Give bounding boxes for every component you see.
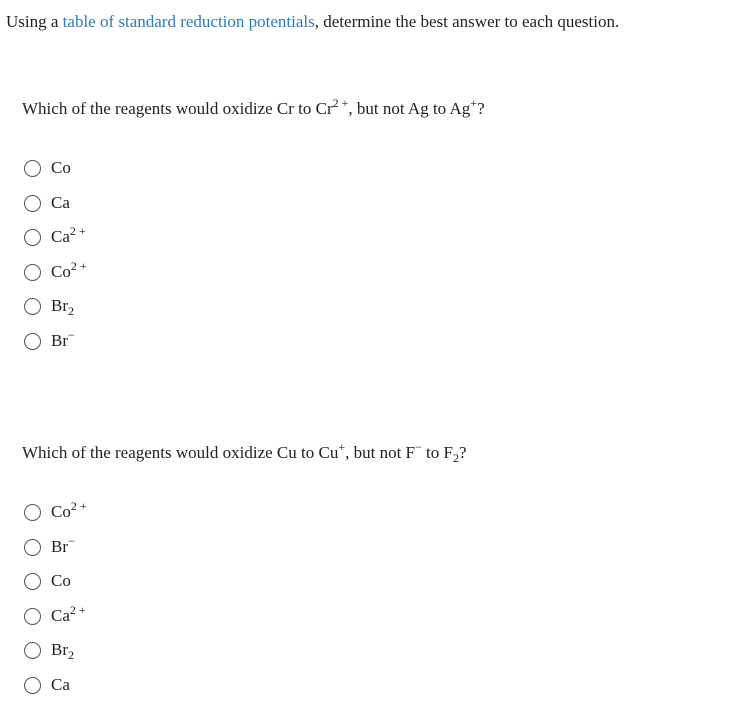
prompt-text: Which of the reagents would oxidize Cr to Cr bbox=[22, 99, 333, 118]
radio-circle-icon[interactable] bbox=[24, 539, 41, 556]
option-label: Ca bbox=[51, 674, 70, 694]
option-label: $Br_2$ bbox=[51, 640, 74, 662]
option-radio-item[interactable] bbox=[24, 258, 87, 296]
option-radio-item[interactable] bbox=[24, 501, 87, 536]
radio-circle-icon[interactable] bbox=[24, 642, 41, 659]
option-label: $Ca^{2 +}$ bbox=[51, 224, 86, 246]
prompt-superscript: 2 + bbox=[332, 96, 349, 110]
option-label: Ca bbox=[51, 192, 70, 212]
option-radio-item[interactable] bbox=[24, 295, 87, 330]
radio-circle-icon[interactable] bbox=[24, 229, 41, 246]
prompt-superscript: − bbox=[415, 440, 422, 454]
prompt-text: ? bbox=[477, 99, 485, 118]
radio-circle-icon[interactable] bbox=[24, 264, 41, 281]
question-1-prompt bbox=[22, 98, 485, 120]
instructions-prefix: Using a bbox=[6, 12, 63, 31]
question-1-options bbox=[24, 157, 87, 364]
radio-circle-icon[interactable] bbox=[24, 608, 41, 625]
option-label: $Co^{2 +}$ bbox=[51, 258, 87, 281]
option-label: $Ca^{2 +}$ bbox=[51, 602, 86, 625]
radio-circle-icon[interactable] bbox=[24, 573, 41, 590]
prompt-text: ? bbox=[458, 443, 467, 462]
option-radio-item[interactable] bbox=[24, 192, 87, 227]
option-radio-item[interactable] bbox=[24, 639, 87, 674]
radio-circle-icon[interactable] bbox=[24, 504, 41, 521]
instructions-text bbox=[6, 11, 619, 33]
radio-circle-icon[interactable] bbox=[24, 298, 41, 315]
prompt-subscript: 2 bbox=[452, 451, 459, 465]
option-label: Co bbox=[51, 571, 71, 590]
reduction-potentials-link[interactable]: table of standard reduction potentials bbox=[62, 12, 315, 31]
radio-circle-icon[interactable] bbox=[24, 195, 41, 212]
option-radio-item[interactable] bbox=[24, 226, 87, 261]
option-label: Br− bbox=[51, 533, 75, 556]
option-radio-item[interactable] bbox=[24, 157, 87, 192]
radio-circle-icon[interactable] bbox=[24, 677, 41, 694]
prompt-text: Which of the reagents would oxidize Cu to Cu bbox=[22, 443, 339, 462]
option-radio-item[interactable] bbox=[24, 570, 87, 605]
radio-circle-icon[interactable] bbox=[24, 160, 41, 177]
option-radio-item[interactable] bbox=[24, 674, 87, 709]
prompt-text: to F bbox=[421, 443, 453, 462]
radio-circle-icon[interactable] bbox=[24, 333, 41, 350]
question-2-prompt bbox=[22, 442, 467, 464]
option-radio-item[interactable] bbox=[24, 533, 87, 571]
option-label: Co bbox=[51, 158, 71, 177]
option-label: $Br_2$ bbox=[51, 296, 74, 318]
option-radio-item[interactable] bbox=[24, 602, 87, 640]
option-label: Br− bbox=[51, 327, 75, 350]
instructions-suffix: , determine the best answer to each question. bbox=[314, 12, 620, 31]
option-label: $Co^{2 +}$ bbox=[51, 499, 87, 521]
prompt-text: , but not Ag to Ag bbox=[348, 99, 471, 118]
prompt-superscript: + bbox=[338, 440, 346, 454]
option-radio-item[interactable] bbox=[24, 327, 87, 365]
question-2-options bbox=[24, 501, 87, 708]
prompt-text: , but not F bbox=[345, 443, 416, 462]
prompt-superscript: + bbox=[470, 96, 478, 110]
